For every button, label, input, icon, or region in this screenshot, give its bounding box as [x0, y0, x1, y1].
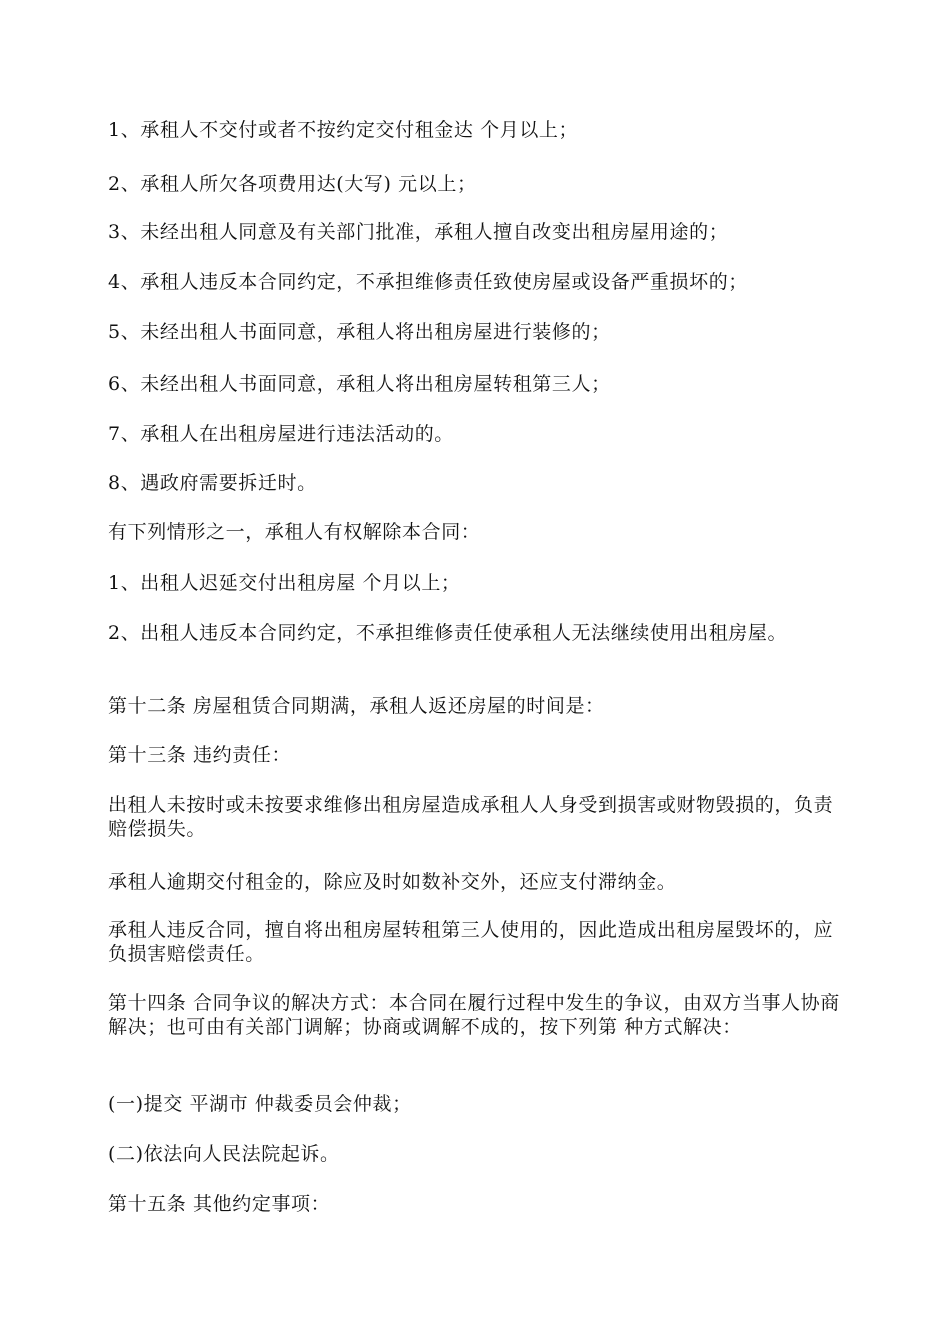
paragraph-9: 有下列情形之一，承租人有权解除本合同：: [108, 521, 481, 543]
paragraph-17: 第十四条 合同争议的解决方式：本合同在履行过程中发生的争议，由双方当事人协商解决；也可由有关部门调解；协商或调解不成的，按下列第 种方式解决：: [108, 992, 840, 1038]
paragraph-13: 第十三条 违约责任：: [108, 744, 292, 766]
paragraph-12: 第十二条 房屋租赁合同期满，承租人返还房屋的时间是：: [108, 695, 605, 717]
paragraph-10: 1、出租人迟延交付出租房屋 个月以上；: [108, 572, 461, 594]
paragraph-7: 7、承租人在出租房屋进行违法活动的。: [108, 423, 454, 445]
paragraph-20: 第十五条 其他约定事项：: [108, 1193, 331, 1215]
paragraph-5: 5、未经出租人书面同意，承租人将出租房屋进行装修的；: [108, 321, 611, 343]
paragraph-8: 8、遇政府需要拆迁时。: [108, 472, 317, 494]
paragraph-16: 承租人违反合同，擅自将出租房屋转租第三人使用的，因此造成出租房屋毁坏的，应负损害赔偿责任。: [108, 919, 834, 965]
paragraph-18: (一)提交 平湖市 仲裁委员会仲裁；: [108, 1093, 412, 1115]
paragraph-4: 4、承租人违反本合同约定，不承担维修责任致使房屋或设备严重损坏的；: [108, 271, 748, 293]
paragraph-15: 承租人逾期交付租金的，除应及时如数补交外，还应支付滞纳金。: [108, 871, 677, 893]
paragraph-2: 2、承租人所欠各项费用达(大写) 元以上；: [108, 173, 477, 195]
paragraph-1: 1、承租人不交付或者不按约定交付租金达 个月以上；: [108, 119, 579, 141]
paragraph-3: 3、未经出租人同意及有关部门批准，承租人擅自改变出租房屋用途的；: [108, 221, 729, 243]
paragraph-14: 出租人未按时或未按要求维修出租房屋造成承租人人身受到损害或财物毁损的，负责赔偿损失。: [108, 794, 834, 840]
paragraph-19: (二)依法向人民法院起诉。: [108, 1143, 340, 1165]
paragraph-11: 2、出租人违反本合同约定，不承担维修责任使承租人无法继续使用出租房屋。: [108, 622, 788, 644]
paragraph-6: 6、未经出租人书面同意，承租人将出租房屋转租第三人；: [108, 373, 611, 395]
